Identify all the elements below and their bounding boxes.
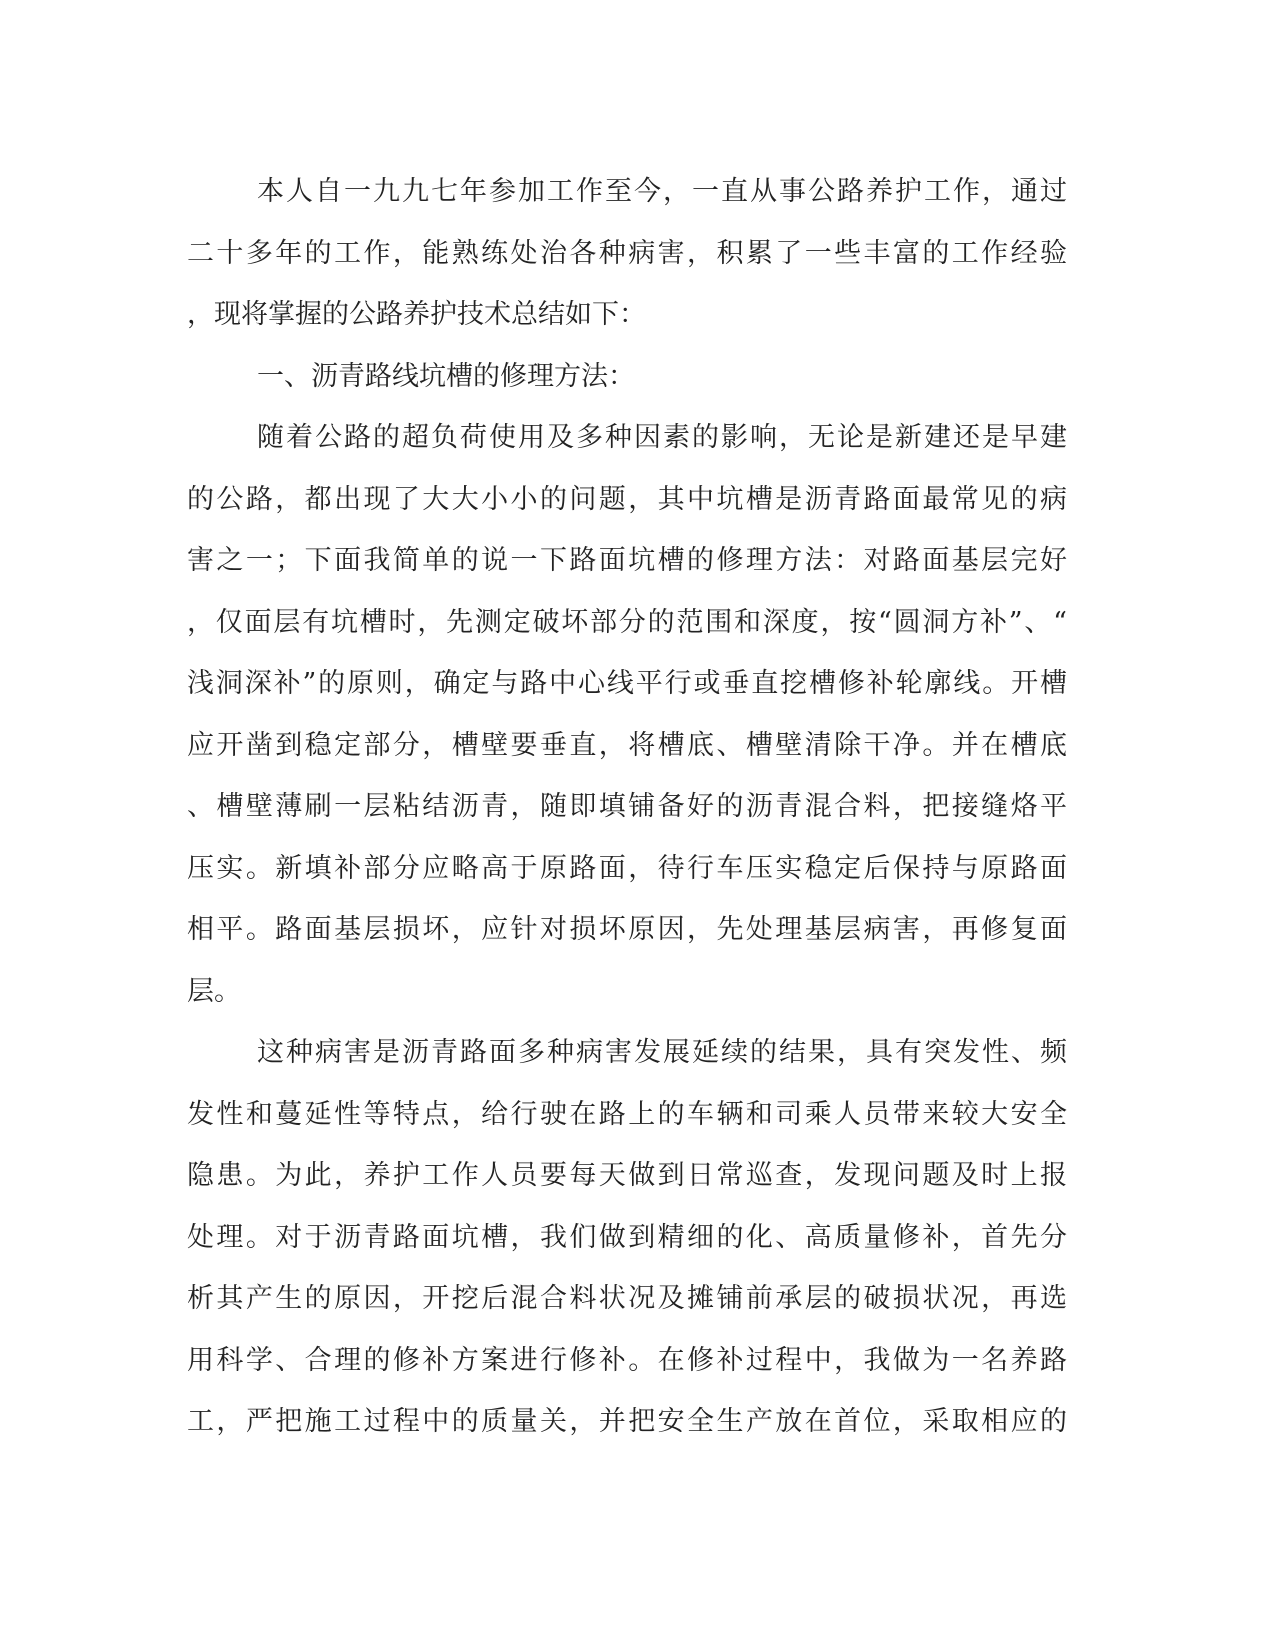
text-line: 层。 [187, 975, 241, 1007]
text-line: 压实。新填补部分应略高于原路面，待行车压实稳定后保持与原路面 [187, 852, 1067, 884]
paragraph-hazard [187, 1022, 1067, 1453]
text-line: 随着公路的超负荷使用及多种因素的影响，无论是新建还是早建 [257, 422, 1067, 453]
text-line: 相平。路面基层损坏，应针对损坏原因，先处理基层病害，再修复面 [187, 914, 1067, 945]
text-line: 二十多年的工作，能熟练处治各种病害，积累了一些丰富的工作经验 [187, 237, 1067, 269]
text-line: 、槽壁薄刷一层粘结沥青，随即填铺备好的沥青混合料，把接缝烙平 [187, 791, 1067, 822]
paragraph-intro [187, 161, 1067, 346]
text-line: 本人自一九九七年参加工作至今，一直从事公路养护工作，通过 [257, 176, 1067, 207]
text-line: 隐患。为此，养护工作人员要每天做到日常巡查，发现问题及时上报 [187, 1160, 1067, 1191]
heading-line: 一、沥青路线坑槽的修理方法： [257, 360, 635, 392]
text-line: 害之一；下面我简单的说一下路面坑槽的修理方法：对路面基层完好 [187, 545, 1067, 576]
text-line: 应开凿到稳定部分，槽壁要垂直，将槽底、槽壁清除干净。并在槽底 [187, 729, 1067, 761]
paragraph-repair-method [187, 407, 1067, 1022]
text-line: ，仅面层有坑槽时，先测定破坏部分的范围和深度，按“圆洞方补”、“ [187, 606, 1067, 638]
section-heading [187, 346, 1067, 408]
text-line: 这种病害是沥青路面多种病害发展延续的结果，具有突发性、频 [257, 1037, 1067, 1068]
text-line: 工，严把施工过程中的质量关，并把安全生产放在首位，采取相应的 [187, 1406, 1067, 1437]
text-line: ，现将掌握的公路养护技术总结如下： [187, 299, 646, 330]
text-line: 析其产生的原因，开挖后混合料状况及摊铺前承层的破损状况，再选 [187, 1283, 1067, 1314]
text-line: 用科学、合理的修补方案进行修补。在修补过程中，我做为一名养路 [187, 1344, 1067, 1376]
text-line: 的公路，都出现了大大小小的问题，其中坑槽是沥青路面最常见的病 [187, 483, 1067, 515]
text-line: 浅洞深补”的原则，确定与路中心线平行或垂直挖槽修补轮廓线。开槽 [187, 668, 1067, 699]
text-line: 发性和蔓延性等特点，给行驶在路上的车辆和司乘人员带来较大安全 [187, 1098, 1067, 1130]
text-line: 处理。对于沥青路面坑槽，我们做到精细的化、高质量修补，首先分 [187, 1221, 1067, 1253]
document-body [187, 161, 1067, 1453]
